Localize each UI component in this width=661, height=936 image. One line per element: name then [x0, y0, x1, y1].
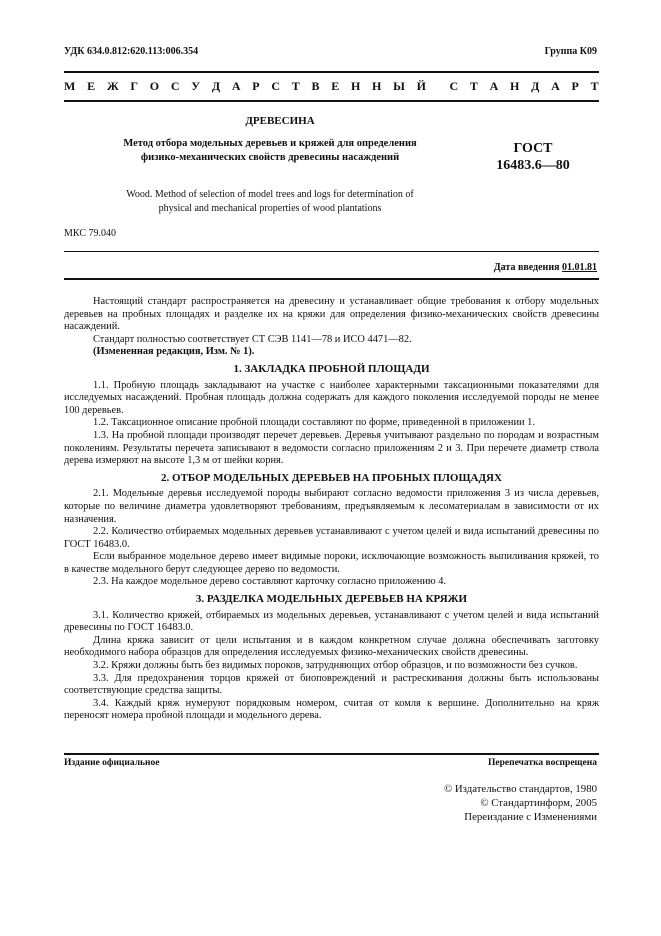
banner-letter: Т — [291, 78, 300, 93]
copyright-2005: © Стандартинформ, 2005 — [480, 797, 597, 809]
header-rule — [64, 251, 599, 252]
paragraph-3-4: 3.4. Каждый кряж нумеруют порядковым номером, считая от комля к вершине. Дополнительно на кряж переносят номера пробной площади и модельного дерева. — [64, 697, 599, 722]
banner-letter: А — [489, 78, 499, 93]
footer-rule — [64, 753, 599, 755]
banner-letter: У — [191, 78, 201, 93]
english-title: Wood. Method of selection of model trees and logs for determination of physical and mechanical properties of wood plantations — [126, 189, 414, 214]
paragraph-3-3: 3.3. Для предохранения торцов кряжей от биоповреждений и растрескивания должны быть использованы соответствующие средства защиты. — [64, 672, 599, 697]
banner-letter: Ж — [106, 78, 119, 93]
banner-letter: Д — [531, 78, 540, 93]
banner-letter: Г — [130, 78, 139, 93]
intro-paragraph: Настоящий стандарт распространяется на древесину и устанавливает общие требования к отбору модельных деревьев на пробных площадях и разделке их на кряжи для определения физико-механических свойств древесины насаждений. — [64, 296, 599, 333]
banner-letter: С — [271, 78, 280, 93]
section-1-heading: 1. ЗАКЛАДКА ПРОБНОЙ ПЛОЩАДИ — [233, 362, 430, 375]
paragraph-2-1: 2.1. Модельные деревья исследуемой породы выбирают согласно ведомости приложения 3 из числа деревьев, которые по величине диаметра удовлетворяют требованиям, предъявляемым к лесоматериалам в зависимости от их назначения. — [64, 488, 599, 525]
banner-letter: Д — [211, 78, 221, 93]
banner-letter: Н — [350, 78, 361, 93]
banner-letter: Р — [571, 78, 579, 93]
paragraph-2-2-cont: Если выбранное модельное дерево имеет видимые пороки, исключающие возможность выпиливания кряжей, то в качестве модельного берут следующее дерево по ведомости. — [64, 551, 599, 575]
copyright-1980: © Издательство стандартов, 1980 — [443, 783, 597, 795]
document-body — [64, 296, 599, 723]
banner-letter: Т — [469, 78, 478, 93]
paragraph-2-3: 2.3. На каждое модельное дерево составляют карточку согласно приложению 4. — [93, 576, 447, 588]
banner-letter: В — [311, 78, 320, 93]
paragraph-1-1: 1.1. Пробную площадь закладывают на участке с наиболее характерными таксационными показателями для исследуемых насаждений. Пробная площадь должна содержать для каждого поколения исследуемой породы не менее 100 деревьев. — [64, 379, 599, 416]
section-3-heading: 3. РАЗДЕЛКА МОДЕЛЬНЫХ ДЕРЕВЬЕВ НА КРЯЖИ — [195, 593, 468, 606]
banner-letter: О — [149, 78, 160, 93]
banner-letter: Ы — [393, 78, 405, 93]
paragraph-3-1: 3.1. Количество кряжей, отбираемых из модельных деревьев, устанавливают с учетом целей и вида испытаний древесины по ГОСТ 16483.0. — [64, 609, 599, 634]
banner-letter: С — [449, 78, 459, 93]
group-code: Группа К09 — [544, 46, 597, 57]
document-subtitle: Метод отбора модельных деревьев и кряжей для определения физико-механических свойств древесины насаждений — [123, 138, 417, 163]
mks-code: МКС 79.040 — [64, 228, 116, 239]
intro-date-value: 01.01.81 — [562, 262, 597, 273]
section-2-heading: 2. ОТБОР МОДЕЛЬНЫХ ДЕРЕВЬЕВ НА ПРОБНЫХ ПЛОЩАДЯХ — [161, 471, 502, 484]
banner-letter: Т — [590, 78, 599, 93]
standard-banner — [64, 76, 599, 96]
paragraph-1-2: 1.2. Таксационное описание пробной площади составляют по форме, приведенной в приложении 1. — [93, 417, 535, 429]
reissue-note: Переиздание с Изменениями — [464, 811, 597, 823]
paragraph-3-2: 3.2. Кряжи должны быть без видимых пороков, затрудняющих отбор образцов, и по возможности без сучков. — [93, 660, 578, 672]
reprint-prohibited-label: Перепечатка воспрещена — [487, 758, 597, 768]
official-edition-label: Издание официальное — [64, 758, 160, 768]
intro-date — [494, 262, 597, 273]
copyright-block — [444, 782, 597, 824]
gost-number — [478, 141, 588, 175]
date-rule — [64, 278, 599, 280]
banner-letter: Н — [510, 78, 520, 93]
banner-letter: С — [170, 78, 180, 93]
udk-code: УДК 634.0.812:620.113:006.354 — [64, 46, 199, 57]
banner-letter: Й — [416, 78, 426, 93]
gost-code: 16483.6—80 — [496, 157, 570, 173]
banner-letter: Р — [252, 78, 260, 93]
banner-letter: А — [231, 78, 241, 93]
banner-letter: А — [551, 78, 560, 93]
intro-amendment: (Измененная редакция, Изм. № 1). — [93, 346, 255, 358]
intro-compliance: Стандарт полностью соответствует СТ СЭВ 1141—78 и ИСО 4471—82. — [93, 333, 412, 345]
banner-letter: Е — [87, 78, 96, 93]
banner-letter: М — [64, 78, 76, 93]
document-title: ДРЕВЕСИНА — [245, 115, 315, 127]
gost-label: ГОСТ — [513, 141, 553, 156]
paragraph-2-2: 2.2. Количество отбираемых модельных деревьев устанавливают с учетом целей и вида испытаний древесины по ГОСТ 16483.0. — [64, 526, 599, 550]
paragraph-1-3: 1.3. На пробной площади производят перечет деревьев. Деревья учитывают раздельно по породам и возрастным поколениям. Результаты перечета записывают в ведомости согласно приложениям 2 и 3. При перечете диаметр ствола дерева измеряют на высоте 1,3 м от шейки корня. — [64, 429, 599, 467]
intro-date-label: Дата введения — [493, 262, 560, 273]
paragraph-3-1-cont: Длина кряжа зависит от цели испытания и в каждом конкретном случае должна обеспечивать заготовку необходимого набора образцов для определения исследуемых физико-механических свойств древесины. — [64, 634, 599, 659]
banner-rule — [64, 100, 599, 102]
top-rule — [64, 71, 599, 73]
banner-letter: Е — [331, 78, 340, 93]
banner-letter: Н — [372, 78, 382, 93]
